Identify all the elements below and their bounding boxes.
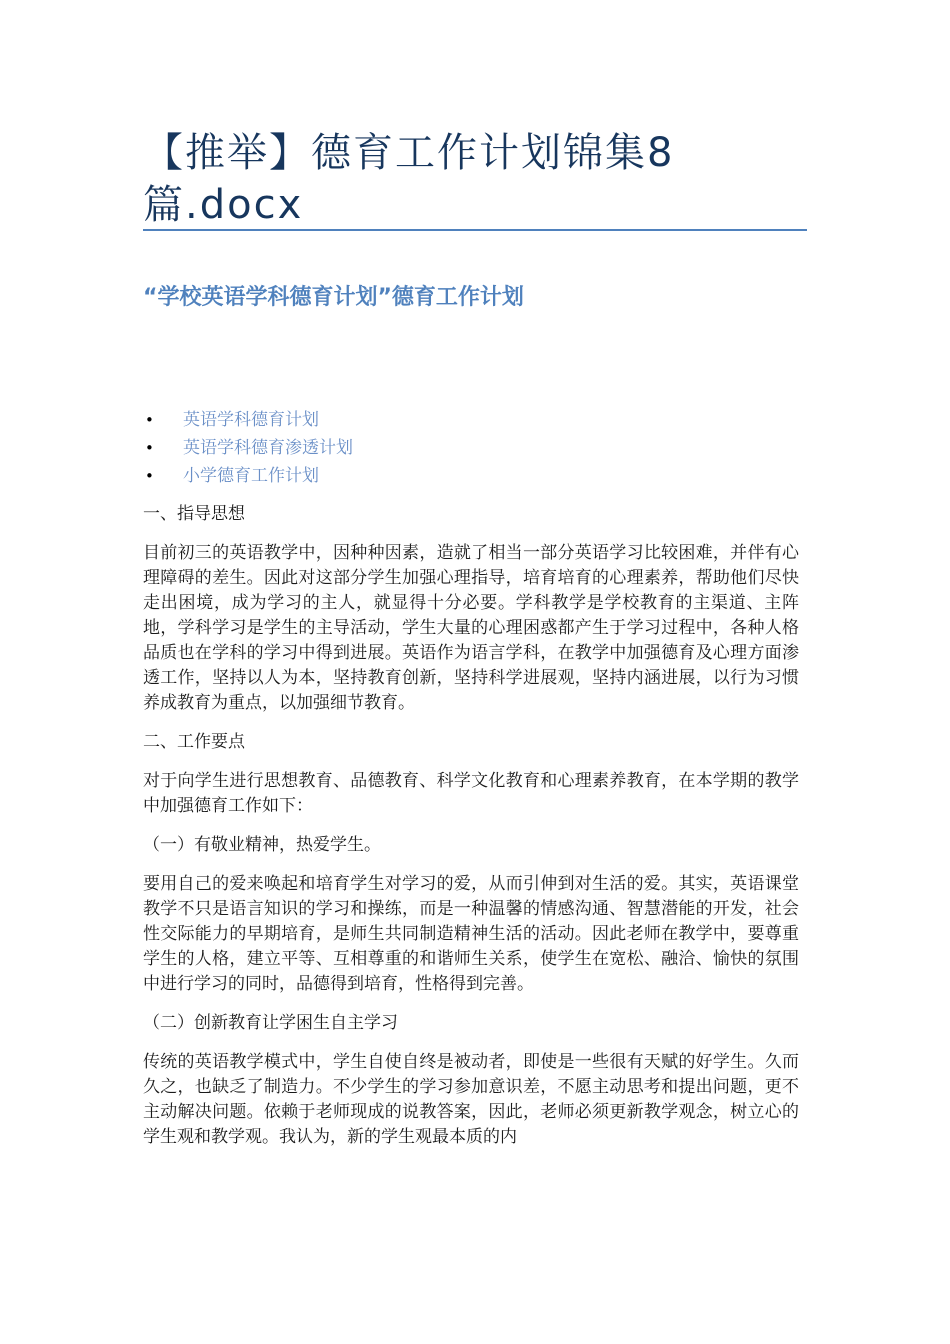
toc-link[interactable]: 小学德育工作计划: [183, 466, 319, 486]
subheading: 二、工作要点: [143, 732, 245, 752]
document-title: 【推举】德育工作计划锦集8篇.docx: [143, 130, 675, 228]
body-paragraph: 对于向学生进行思想教育、品德教育、科学文化教育和心理素养教育，在本学期的教学中加强德育工作如下：: [143, 771, 799, 816]
toc-link[interactable]: 英语学科德育计划: [183, 410, 319, 430]
subheading: （一）有敬业精神，热爱学生。: [143, 835, 381, 855]
document-body: [143, 502, 799, 1164]
subheading: 一、指导思想: [143, 504, 245, 524]
bullet-icon: •: [145, 439, 154, 457]
body-paragraph: 传统的英语教学模式中，学生自使自终是被动者，即使是一些很有天赋的好学生。久而久之，也缺乏了制造力。不少学生的学习参加意识差，不愿主动思考和提出问题，更不主动解决问题。依赖于老师现成的说教答案，因此，老师必须更新教学观念，树立心的学生观和教学观。我认为，新的学生观最本质的内: [143, 1052, 799, 1147]
bullet-icon: •: [145, 467, 154, 485]
bullet-icon: •: [145, 411, 154, 429]
subheading: （二）创新教育让学困生自主学习: [143, 1013, 398, 1033]
toc-link[interactable]: 英语学科德育渗透计划: [183, 438, 353, 458]
body-paragraph: 要用自己的爱来唤起和培育学生对学习的爱，从而引伸到对生活的爱。其实，英语课堂教学不只是语言知识的学习和操练，而是一种温馨的情感沟通、智慧潜能的开发，社会性交际能力的早期培育，是师生共同制造精神生活的活动。因此老师在教学中，要尊重学生的人格，建立平等、互相尊重的和谐师生关系，使学生在宽松、融洽、愉快的氛围中进行学习的同时，品德得到培育，性格得到完善。: [143, 874, 799, 994]
title-underline: [143, 229, 807, 231]
body-paragraph: 目前初三的英语教学中，因种种因素，造就了相当一部分英语学习比较困难，并伴有心理障碍的差生。因此对这部分学生加强心理指导，培育培育的心理素养，帮助他们尽快走出困境，成为学习的主人，就显得十分必要。学科教学是学校教育的主渠道、主阵地，学科学习是学生的主导活动，学生大量的心理困惑都产生于学习过程中，各种人格品质也在学科的学习中得到进展。英语作为语言学科，在教学中加强德育及心理方面渗透工作，坚持以人为本，坚持教育创新，坚持科学进展观，坚持内涵进展，以行为习惯养成教育为重点，以加强细节教育。: [143, 543, 799, 713]
section-heading: “学校英语学科德育计划”德育工作计划: [143, 285, 524, 310]
